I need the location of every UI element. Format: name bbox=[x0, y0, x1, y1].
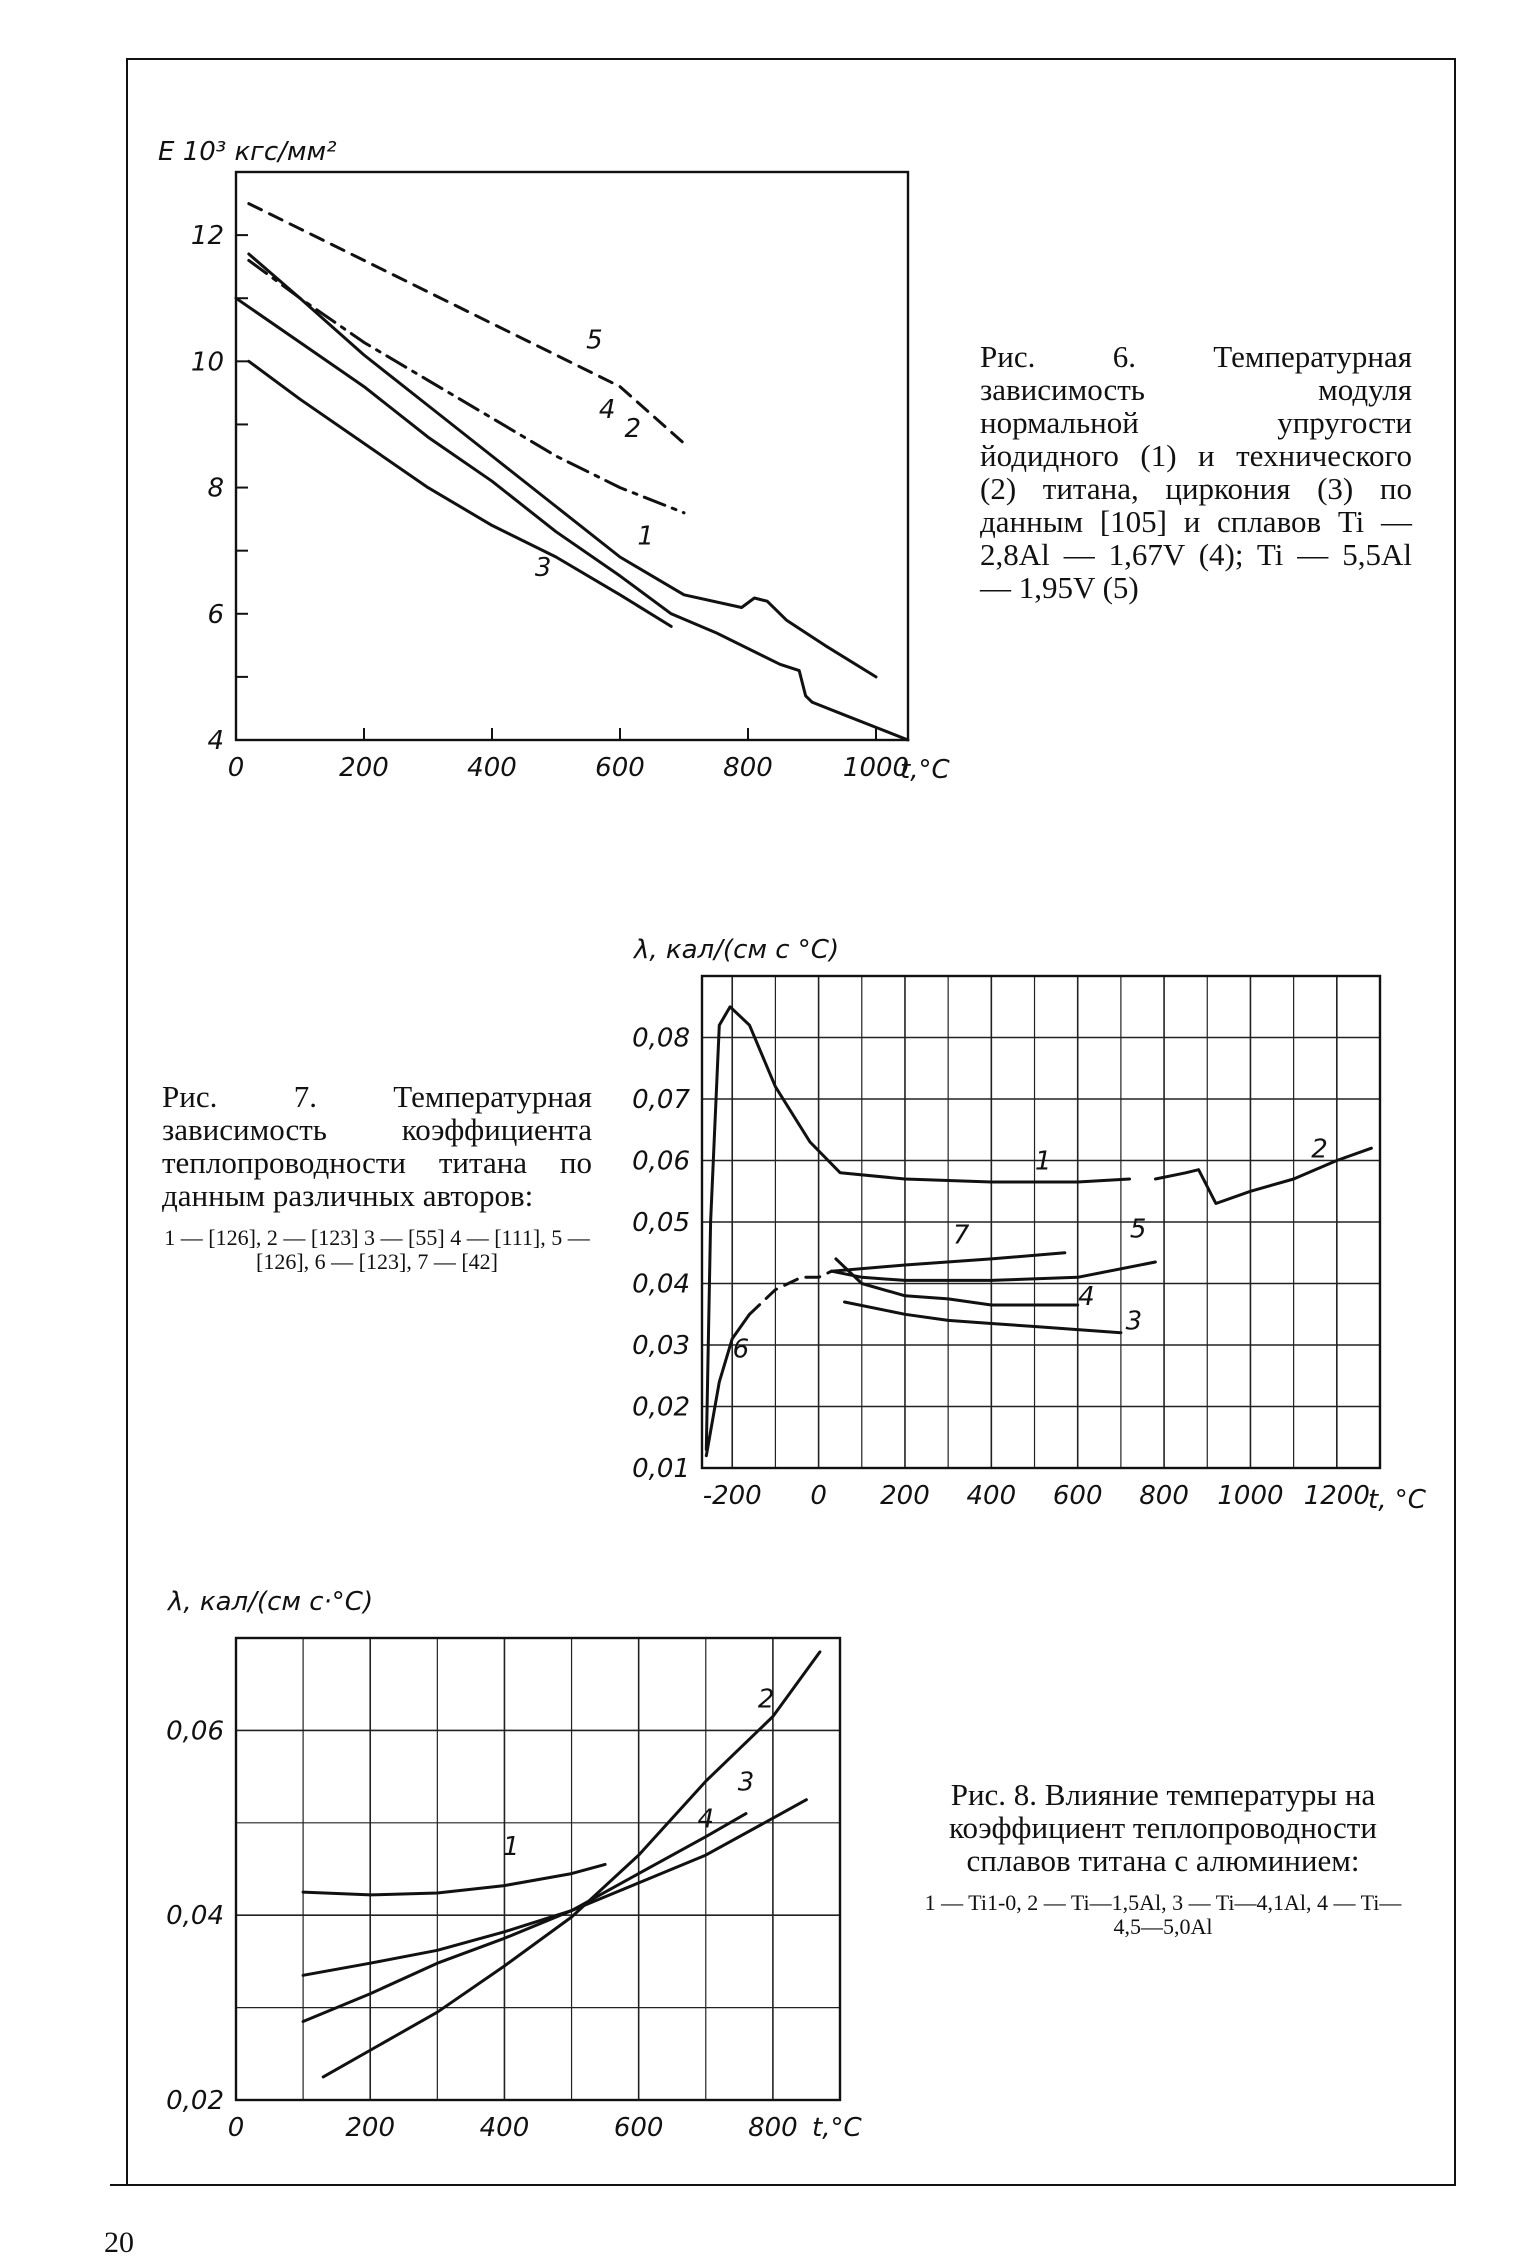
series-line-2 bbox=[1155, 1148, 1371, 1203]
series-label-1: 1 bbox=[637, 521, 654, 552]
x-tick-label: 400 bbox=[966, 1481, 1017, 1511]
y-axis-label: λ, кал/(см с·°С) bbox=[168, 1587, 374, 1617]
x-axis-label: t, °C bbox=[1368, 1485, 1426, 1515]
x-tick-label: 0 bbox=[227, 753, 245, 783]
series-label-4: 4 bbox=[1078, 1282, 1095, 1313]
series-label-6: 6 bbox=[732, 1334, 750, 1365]
series-label-1: 1 bbox=[1034, 1146, 1052, 1177]
plot-frame bbox=[236, 1638, 840, 2100]
y-tick-label: 8 bbox=[207, 473, 224, 504]
y-tick-label: 4 bbox=[207, 726, 224, 756]
y-tick-label: 0,08 bbox=[632, 1023, 690, 1054]
y-tick-label: 0,04 bbox=[166, 1901, 224, 1932]
series-line-1 bbox=[303, 1864, 605, 1895]
y-tick-label: 0,02 bbox=[632, 1392, 690, 1423]
series-label-5: 5 bbox=[1129, 1214, 1147, 1245]
y-tick-label: 0,06 bbox=[166, 1716, 224, 1747]
x-axis-label: t,°C bbox=[812, 2113, 862, 2143]
x-tick-label: 800 bbox=[1139, 1481, 1189, 1511]
fig7-chart bbox=[632, 935, 1427, 1515]
series-label-7: 7 bbox=[952, 1220, 970, 1251]
series-label-3: 3 bbox=[534, 552, 552, 583]
y-tick-label: 12 bbox=[190, 221, 224, 252]
y-tick-label: 10 bbox=[190, 347, 224, 378]
plot-frame bbox=[236, 172, 908, 740]
y-tick-label: 0,02 bbox=[166, 2086, 224, 2116]
series-label-4: 4 bbox=[697, 1804, 715, 1835]
fig6-caption bbox=[980, 340, 1412, 604]
x-tick-label: -200 bbox=[702, 1481, 762, 1511]
x-tick-label: 400 bbox=[479, 2113, 530, 2143]
series-label-3: 3 bbox=[737, 1767, 755, 1798]
page-number: 20 bbox=[104, 2226, 134, 2259]
y-tick-label: 0,03 bbox=[632, 1331, 690, 1361]
x-tick-label: 1000 bbox=[842, 753, 910, 783]
fig8-caption-title: Рис. 8. Влияние температуры на коэффициент теплопроводности сплавов титана с алюминием: bbox=[949, 1777, 1377, 1878]
fig8-chart bbox=[166, 1587, 862, 2143]
x-tick-label: 1200 bbox=[1303, 1481, 1370, 1511]
x-tick-label: 400 bbox=[467, 753, 517, 783]
series-label-5: 5 bbox=[586, 325, 603, 356]
series-label-1: 1 bbox=[502, 1832, 520, 1863]
series-label-2: 2 bbox=[757, 1684, 775, 1715]
series-line-5 bbox=[832, 1262, 1156, 1280]
y-tick-label: 0,05 bbox=[632, 1208, 690, 1238]
series-label-2: 2 bbox=[624, 414, 642, 445]
fig7-caption-title: Рис. 7. Температурная зависимость коэффициента теплопроводности титана по данным различных авторов: bbox=[162, 1079, 592, 1213]
y-tick-label: 0,01 bbox=[632, 1454, 690, 1484]
y-tick-label: 0,04 bbox=[632, 1269, 690, 1300]
x-tick-label: 200 bbox=[880, 1481, 930, 1511]
fig8-caption-notes: 1 — Ti1-0, 2 — Ti—1,5Al, 3 — Ti—4,1Al, 4 — Ti—4,5—5,0Al bbox=[924, 1890, 1402, 1939]
fig6-caption-title: Рис. 6. Температурная зависимость модуля нормальной упругости йодидного (1) и технического (2) титана, циркония (3) по данным [105] и сплавов Ti — 2,8Al — 1,67V (4); Ti — 5,5Al — 1,95V (5) bbox=[980, 339, 1412, 605]
x-tick-label: 200 bbox=[345, 2113, 396, 2143]
y-tick-label: 0,06 bbox=[632, 1146, 690, 1177]
x-tick-label: 200 bbox=[339, 753, 389, 783]
y-axis-label: λ, кал/(см с °С) bbox=[634, 935, 840, 965]
fig6-chart bbox=[158, 137, 950, 785]
series-line-4 bbox=[303, 1800, 806, 1976]
y-axis-label: E 10³ кгс/мм² bbox=[158, 137, 337, 167]
series-line-2 bbox=[249, 254, 876, 677]
series-label-4: 4 bbox=[598, 395, 616, 426]
x-tick-label: 800 bbox=[723, 753, 773, 783]
fig7-caption bbox=[162, 1080, 592, 1274]
x-tick-label: 600 bbox=[1052, 1481, 1103, 1511]
x-tick-label: 0 bbox=[227, 2113, 245, 2143]
x-tick-label: 1000 bbox=[1217, 1481, 1284, 1511]
series-line-1 bbox=[706, 1007, 1129, 1450]
series-line-4 bbox=[836, 1259, 1078, 1305]
fig8-caption bbox=[918, 1778, 1408, 1939]
series-label-3: 3 bbox=[1125, 1306, 1143, 1337]
fig7-caption-notes: 1 — [126], 2 — [123] 3 — [55] 4 — [111], 5 — [126], 6 — [123], 7 — [42] bbox=[164, 1225, 590, 1274]
y-tick-label: 0,07 bbox=[632, 1085, 690, 1115]
x-tick-label: 600 bbox=[613, 2113, 664, 2143]
x-tick-label: 800 bbox=[748, 2113, 798, 2143]
x-axis-label: t,°C bbox=[900, 755, 950, 785]
x-tick-label: 0 bbox=[810, 1481, 827, 1511]
series-label-2: 2 bbox=[1311, 1134, 1328, 1165]
y-tick-label: 6 bbox=[207, 599, 224, 630]
x-tick-label: 600 bbox=[595, 753, 645, 783]
